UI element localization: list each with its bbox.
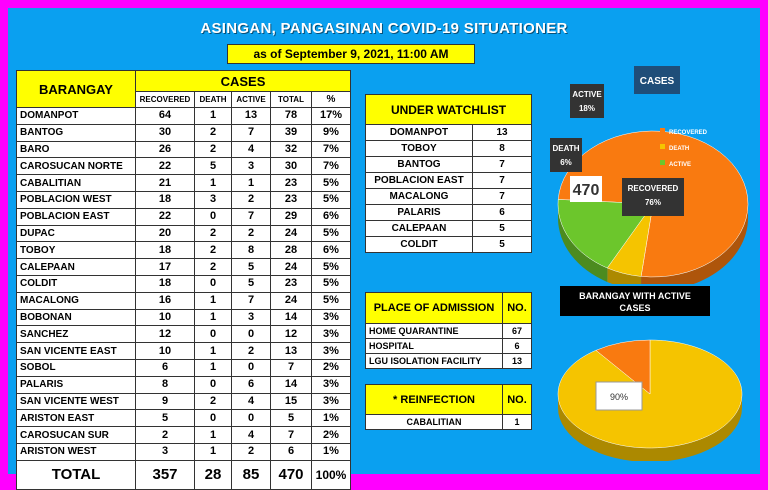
watchlist-barangay: TOBOY [366,141,473,157]
death-value: 1 [195,292,232,309]
percent-value: 3% [312,376,351,393]
table-row [17,326,351,343]
table-row [17,443,351,460]
table-row [17,376,351,393]
recovered-value: 8 [136,376,195,393]
table-row [17,292,351,309]
table-row [17,309,351,326]
watchlist-count: 8 [473,141,532,157]
active-value: 0 [232,410,271,427]
watchlist-row [366,205,532,221]
total-value: 78 [271,108,312,125]
percent-header: % [312,92,351,108]
cases-pie-label-2: ACTIVE [572,90,602,99]
percent-value: 2% [312,359,351,376]
total-value: 28 [271,242,312,259]
cases-table [16,70,351,490]
table-row [17,124,351,141]
admission-title: PLACE OF ADMISSION [366,293,503,324]
recovered-value: 9 [136,393,195,410]
watchlist-count: 7 [473,157,532,173]
admission-row [366,339,532,354]
barangay-name: CABALITIAN [17,175,136,192]
death-value: 1 [195,427,232,444]
total-value: 23 [271,191,312,208]
barangay-name: PALARIS [17,376,136,393]
table-row [17,410,351,427]
total-recovered: 357 [136,460,195,489]
recovered-value: 18 [136,191,195,208]
total-value: 23 [271,175,312,192]
barangay-name: SAN VICENTE EAST [17,343,136,360]
admission-count: 6 [503,339,532,354]
table-row [17,393,351,410]
recovered-value: 18 [136,242,195,259]
total-value: 14 [271,309,312,326]
death-value: 1 [195,309,232,326]
watchlist-row [366,125,532,141]
barangay-name: DOMANPOT [17,108,136,125]
death-value: 2 [195,124,232,141]
death-value: 1 [195,443,232,460]
watchlist-row [366,141,532,157]
active-value: 4 [232,427,271,444]
death-value: 5 [195,158,232,175]
percent-value: 3% [312,343,351,360]
cases-header: CASES [136,71,351,92]
barangay-name: CALEPAAN [17,259,136,276]
active-pie-label: 90% [609,392,629,402]
recovered-value: 64 [136,108,195,125]
total-value: 6 [271,443,312,460]
active-value: 7 [232,208,271,225]
cases-pie-total: 470 [572,182,600,199]
watchlist-title: UNDER WATCHLIST [366,95,532,125]
active-value: 1 [232,175,271,192]
barangay-name: POBLACION EAST [17,208,136,225]
total-value: 12 [271,326,312,343]
barangay-name: ARISTON WEST [17,443,136,460]
death-header: DEATH [195,92,232,108]
reinfection-count: 1 [503,415,532,430]
death-value: 3 [195,191,232,208]
percent-value: 7% [312,158,351,175]
recovered-value: 22 [136,158,195,175]
percent-value: 1% [312,443,351,460]
admission-count: 67 [503,324,532,339]
watchlist-count: 6 [473,205,532,221]
cases-pie-chart [548,64,758,284]
watchlist-barangay: PALARIS [366,205,473,221]
reinfection-barangay: CABALITIAN [366,415,503,430]
total-value: 32 [271,141,312,158]
total-value: 39 [271,124,312,141]
table-row [17,175,351,192]
total-value: 7 [271,359,312,376]
watchlist-count: 5 [473,237,532,253]
barangay-name: BARO [17,141,136,158]
active-value: 0 [232,359,271,376]
legend-label-0: RECOVERED [669,130,708,136]
table-row [17,225,351,242]
watchlist-row [366,237,532,253]
legend-swatch-1 [660,144,665,149]
table-row [17,427,351,444]
death-value: 2 [195,141,232,158]
active-value: 5 [232,259,271,276]
watchlist-barangay: COLDIT [366,237,473,253]
total-label: TOTAL [17,460,136,489]
barangay-name: DUPAC [17,225,136,242]
percent-value: 3% [312,393,351,410]
total-value: 15 [271,393,312,410]
recovered-value: 22 [136,208,195,225]
admission-place: HOSPITAL [366,339,503,354]
recovered-value: 26 [136,141,195,158]
death-value: 2 [195,225,232,242]
active-value: 4 [232,141,271,158]
active-header: ACTIVE [232,92,271,108]
table-row [17,208,351,225]
admission-row [366,324,532,339]
recovered-value: 6 [136,359,195,376]
percent-value: 3% [312,326,351,343]
active-value: 13 [232,108,271,125]
table-row [17,158,351,175]
admission-count: 13 [503,354,532,369]
death-value: 2 [195,393,232,410]
total-value: 24 [271,292,312,309]
reinfection-row [366,415,532,430]
table-row [17,141,351,158]
barangay-name: CAROSUCAN NORTE [17,158,136,175]
recovered-value: 12 [136,326,195,343]
recovered-value: 2 [136,427,195,444]
percent-value: 5% [312,275,351,292]
cases-pie-label-0: RECOVERED [627,184,679,193]
table-row [17,343,351,360]
barangay-name: CAROSUCAN SUR [17,427,136,444]
percent-value: 7% [312,141,351,158]
total-death: 28 [195,460,232,489]
total-total: 470 [271,460,312,489]
death-value: 0 [195,208,232,225]
active-pie-title-line2: CASES [619,303,651,313]
total-value: 30 [271,158,312,175]
percent-value: 5% [312,175,351,192]
active-value: 3 [232,158,271,175]
active-cases-pie-chart [548,286,758,461]
barangay-name: SOBOL [17,359,136,376]
active-value: 2 [232,443,271,460]
recovered-value: 10 [136,309,195,326]
watchlist-count: 7 [473,189,532,205]
recovered-value: 16 [136,292,195,309]
barangay-name: POBLACION WEST [17,191,136,208]
cases-pie-label-0: 76% [644,198,662,207]
percent-value: 1% [312,410,351,427]
death-value: 0 [195,376,232,393]
legend-swatch-0 [660,128,665,133]
percent-value: 5% [312,292,351,309]
active-value: 2 [232,191,271,208]
recovered-value: 21 [136,175,195,192]
death-value: 1 [195,108,232,125]
watchlist-barangay: CALEPAAN [366,221,473,237]
table-row [17,242,351,259]
total-value: 24 [271,225,312,242]
reinfection-title: * REINFECTION [366,385,503,415]
percent-value: 3% [312,309,351,326]
death-value: 2 [195,242,232,259]
active-value: 8 [232,242,271,259]
recovered-value: 3 [136,443,195,460]
barangay-name: TOBOY [17,242,136,259]
cases-pie-label-2: 18% [578,104,596,113]
watchlist-table [365,94,532,253]
admission-table [365,292,532,369]
watchlist-barangay: POBLACION EAST [366,173,473,189]
death-value: 1 [195,359,232,376]
active-value: 7 [232,292,271,309]
admission-place: LGU ISOLATION FACILITY [366,354,503,369]
death-value: 0 [195,275,232,292]
legend-swatch-2 [660,160,665,165]
watchlist-barangay: BANTOG [366,157,473,173]
total-percent: 100% [312,460,351,489]
death-value: 1 [195,343,232,360]
total-value: 5 [271,410,312,427]
total-value: 7 [271,427,312,444]
total-header: TOTAL [271,92,312,108]
death-value: 1 [195,175,232,192]
as-of-date: as of September 9, 2021, 11:00 AM [227,44,475,64]
table-row [17,359,351,376]
barangay-name: MACALONG [17,292,136,309]
percent-value: 17% [312,108,351,125]
recovered-value: 18 [136,275,195,292]
percent-value: 5% [312,259,351,276]
table-row [17,191,351,208]
total-value: 23 [271,275,312,292]
total-value: 14 [271,376,312,393]
table-row [17,259,351,276]
barangay-name: ARISTON EAST [17,410,136,427]
recovered-value: 20 [136,225,195,242]
watchlist-count: 5 [473,221,532,237]
death-value: 0 [195,410,232,427]
admission-row [366,354,532,369]
percent-value: 5% [312,191,351,208]
total-value: 13 [271,343,312,360]
percent-value: 5% [312,225,351,242]
percent-value: 9% [312,124,351,141]
total-value: 24 [271,259,312,276]
total-row [17,460,351,489]
active-pie-title: BARANGAY WITH ACTIVE [579,291,691,301]
recovered-header: RECOVERED [136,92,195,108]
recovered-value: 17 [136,259,195,276]
barangay-name: BOBONAN [17,309,136,326]
watchlist-count: 7 [473,173,532,189]
active-value: 0 [232,326,271,343]
table-row [17,108,351,125]
active-value: 6 [232,376,271,393]
barangay-header: BARANGAY [17,71,136,108]
active-value: 2 [232,343,271,360]
barangay-name: SAN VICENTE WEST [17,393,136,410]
percent-value: 2% [312,427,351,444]
total-active: 85 [232,460,271,489]
admission-no-header: NO. [503,293,532,324]
active-value: 2 [232,225,271,242]
total-value: 29 [271,208,312,225]
recovered-value: 5 [136,410,195,427]
death-value: 0 [195,326,232,343]
watchlist-row [366,189,532,205]
barangay-name: COLDIT [17,275,136,292]
active-value: 4 [232,393,271,410]
watchlist-row [366,157,532,173]
admission-place: HOME QUARANTINE [366,324,503,339]
watchlist-barangay: MACALONG [366,189,473,205]
cases-pie-label-1: DEATH [552,144,580,153]
cases-pie-title: CASES [639,76,675,87]
watchlist-row [366,173,532,189]
legend-label-2: ACTIVE [669,162,692,168]
barangay-name: SANCHEZ [17,326,136,343]
legend-label-1: DEATH [669,146,690,152]
barangay-name: BANTOG [17,124,136,141]
recovered-value: 10 [136,343,195,360]
table-row [17,275,351,292]
page-title: ASINGAN, PANGASINAN COVID-19 SITUATIONER [200,20,568,37]
active-value: 5 [232,275,271,292]
active-value: 3 [232,309,271,326]
death-value: 2 [195,259,232,276]
recovered-value: 30 [136,124,195,141]
watchlist-row [366,221,532,237]
watchlist-count: 13 [473,125,532,141]
watchlist-barangay: DOMANPOT [366,125,473,141]
percent-value: 6% [312,242,351,259]
active-value: 7 [232,124,271,141]
cases-pie-label-1: 6% [560,158,572,167]
percent-value: 6% [312,208,351,225]
reinfection-no-header: NO. [503,385,532,415]
reinfection-table [365,384,532,430]
